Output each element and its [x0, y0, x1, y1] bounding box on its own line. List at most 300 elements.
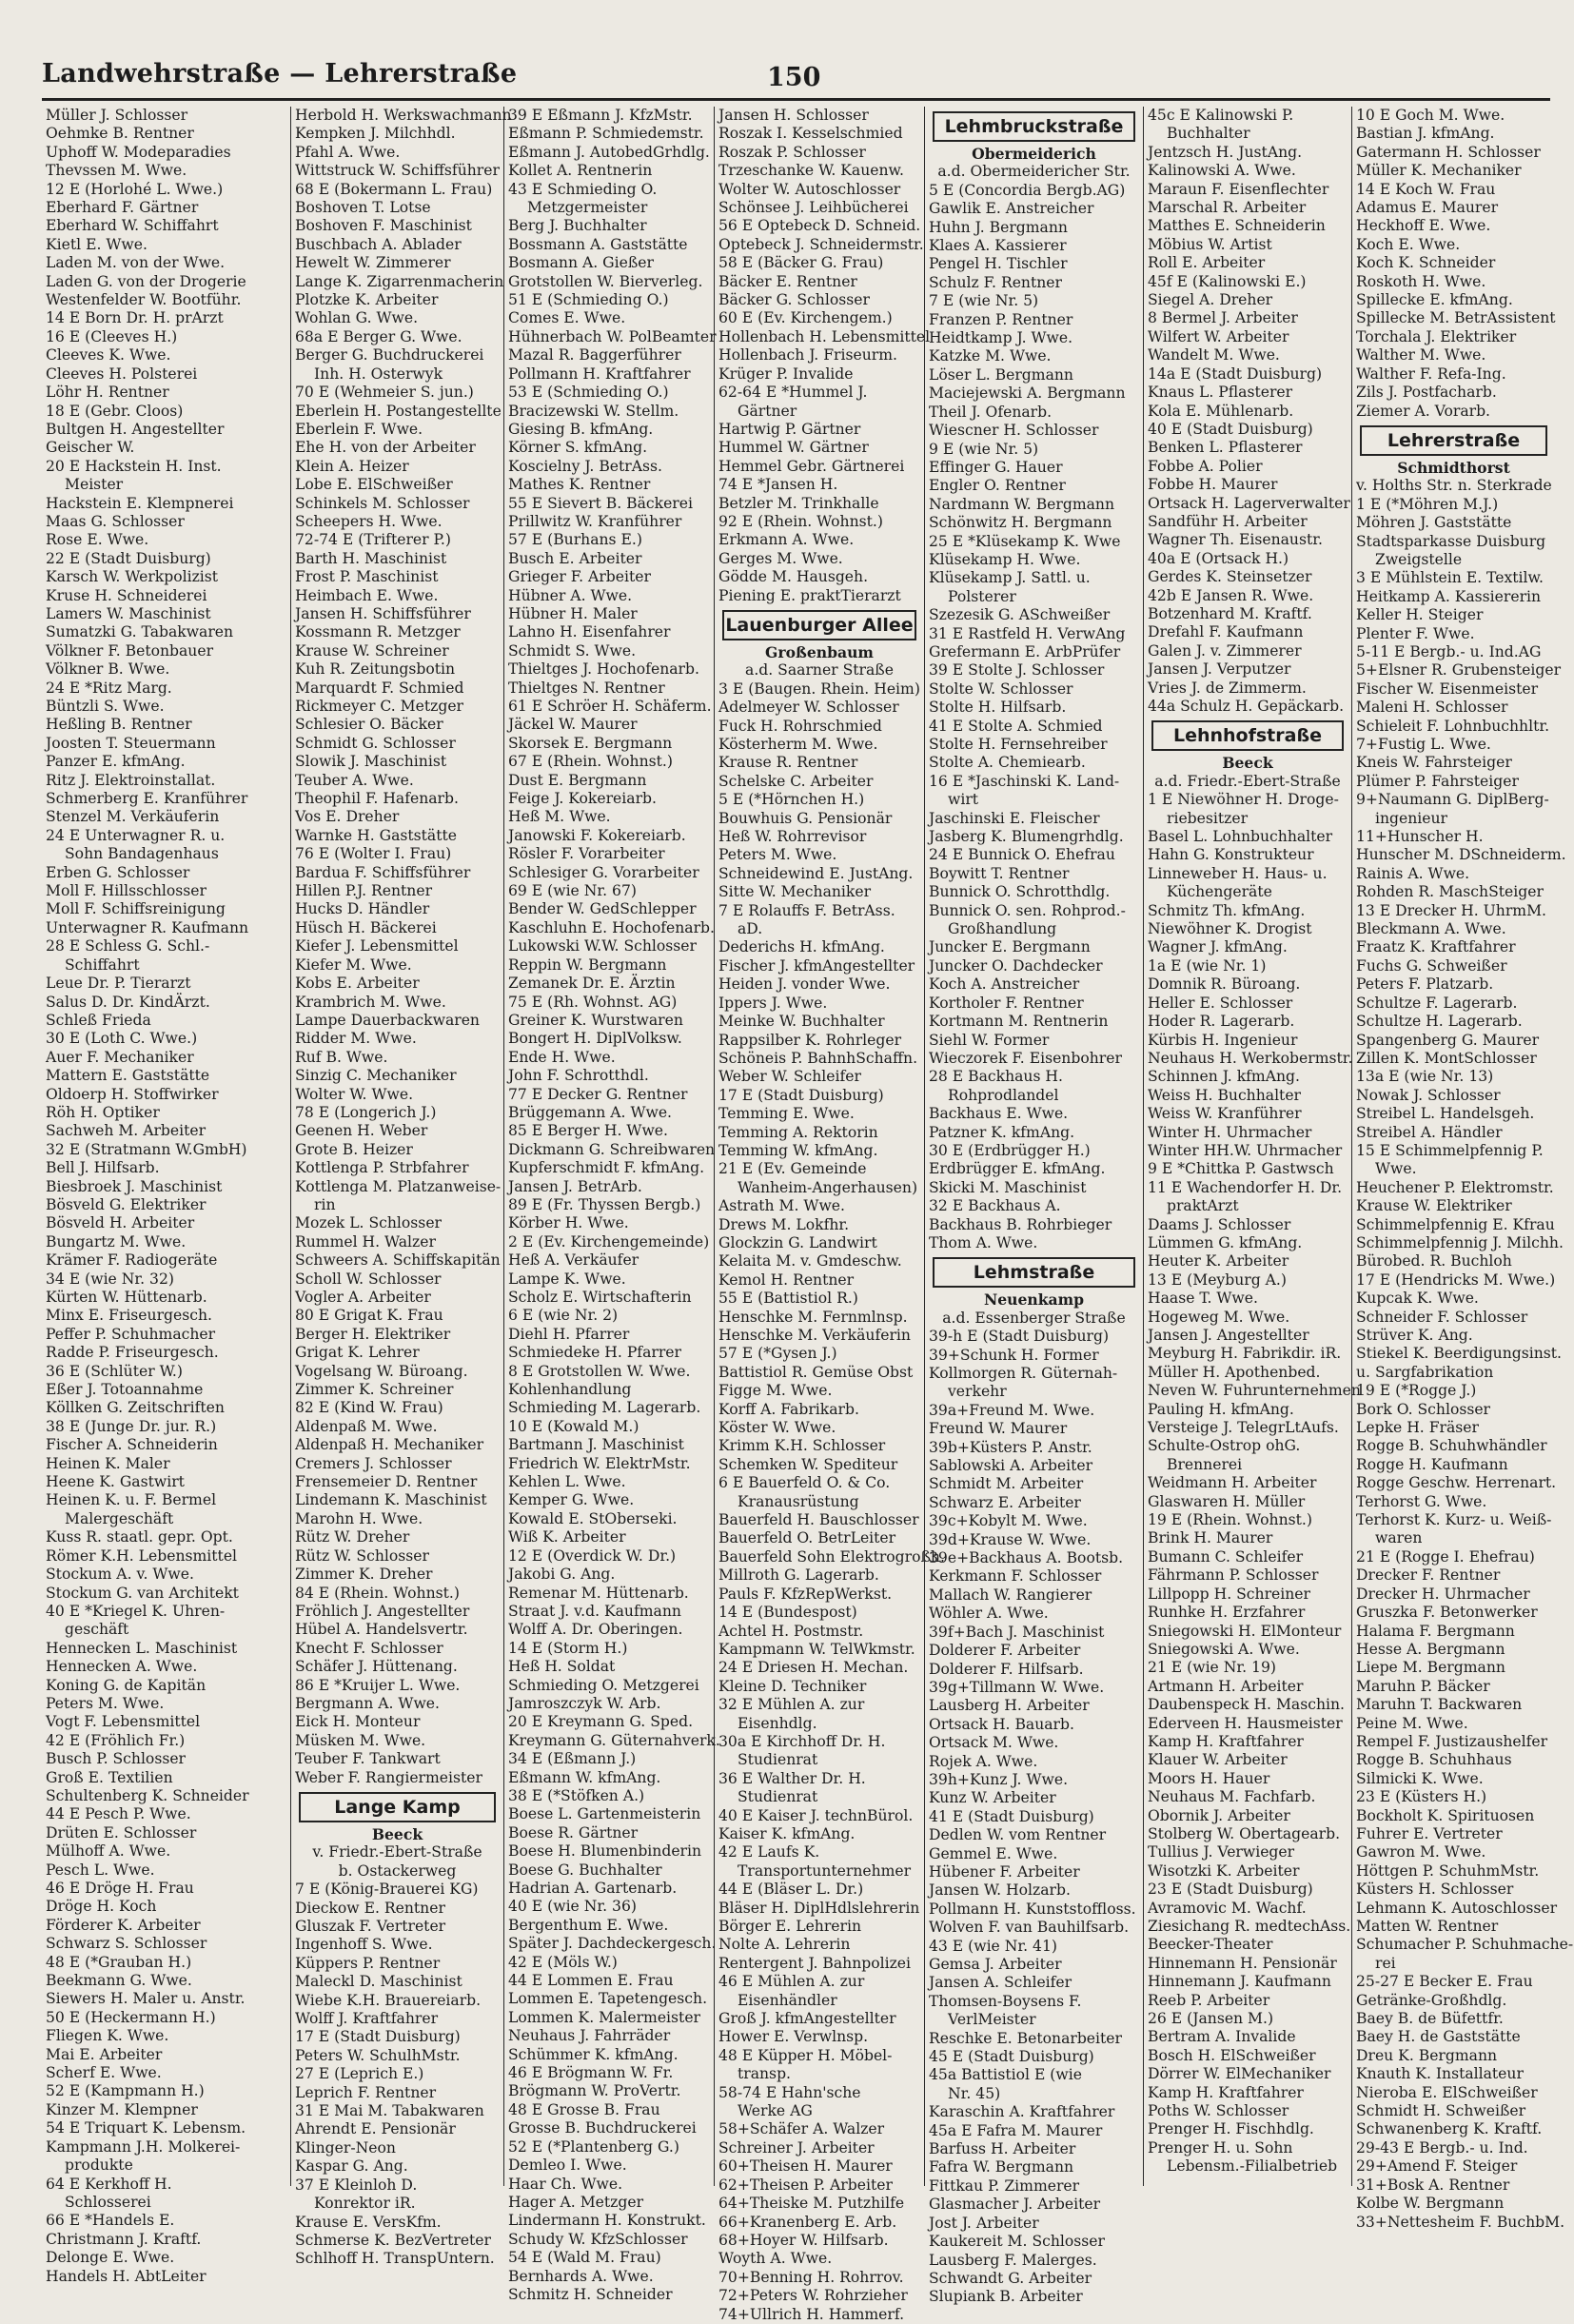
header-rule: [42, 98, 1550, 101]
directory-entry: Poths W. Schlosser: [1148, 2102, 1289, 2120]
directory-entry: Lampe Dauerbackwaren: [295, 1011, 480, 1029]
directory-entry: Weiss W. Kranführer: [1148, 1105, 1302, 1123]
directory-entry: Schmerberg E. Kranführer: [46, 790, 248, 808]
entry-continuation: praktArzt: [1167, 1197, 1239, 1215]
directory-entry: 38 E (*Stöfken A.): [508, 1786, 645, 1804]
directory-entry: Plümer P. Fahrsteiger: [1356, 772, 1519, 790]
directory-entry: Eßmann W. kfmAng.: [508, 1768, 661, 1786]
directory-entry: Terhorst G. Wwe.: [1356, 1492, 1487, 1510]
directory-entry: 8 E Grotstollen W. Wwe.: [508, 1362, 691, 1380]
directory-entry: 52 E (*Plantenberg G.): [508, 2137, 679, 2156]
street-heading: Lehmstraße: [933, 1257, 1135, 1288]
directory-entry: Jansen A. Schleifer: [929, 1974, 1072, 1992]
directory-entry: 64 E Kerkhoff H.: [46, 2175, 172, 2193]
directory-entry: Stockum A. v. Wwe.: [46, 1566, 194, 1584]
entry-continuation: Transportunternehmer: [738, 1861, 912, 1880]
directory-entry: 30a E Kirchhoff Dr. H.: [718, 1732, 886, 1750]
directory-entry: 39f+Bach J. Maschinist: [929, 1623, 1105, 1641]
directory-entry: 5+Elsner R. Grubensteiger: [1356, 661, 1562, 679]
directory-entry: Teuber A. Wwe.: [295, 771, 414, 789]
directory-entry: 15 E Schimmelpfennig P.: [1356, 1141, 1544, 1159]
directory-entry: Heene K. Gastwirt: [46, 1473, 185, 1491]
directory-entry: 42b E Jansen R. Wwe.: [1148, 586, 1314, 604]
directory-entry: 23 E (Küsters H.): [1356, 1788, 1487, 1806]
directory-entry: Maruhn T. Backwaren: [1356, 1696, 1523, 1714]
entry-continuation: Wwe.: [1375, 1160, 1417, 1178]
directory-entry: Rose E. Wwe.: [46, 531, 149, 549]
directory-entry: Peters M. Wwe.: [46, 1694, 165, 1712]
directory-entry: Bertram A. Invalide: [1148, 2028, 1296, 2046]
directory-entry: 58 E (Bäcker G. Frau): [718, 254, 884, 272]
directory-entry: 9 E (wie Nr. 5): [929, 440, 1039, 458]
directory-entry: Körner S. kfmAng.: [508, 439, 648, 457]
directory-entry: Schlesier O. Bäcker: [295, 716, 443, 734]
directory-entry: Drefahl F. Kaufmann: [1148, 623, 1304, 641]
directory-entry: 76 E (Wolter I. Frau): [295, 845, 452, 863]
directory-entry: Stadtsparkasse Duisburg: [1356, 532, 1546, 550]
directory-entry: Schmidt S. Wwe.: [508, 641, 637, 660]
directory-entry: 20 E Hackstein H. Inst.: [46, 457, 222, 475]
directory-entry: Jäckel W. Maurer: [508, 716, 638, 734]
directory-entry: Hübel A. Handelsvertr.: [295, 1621, 468, 1639]
directory-entry: Krause W. Schreiner: [295, 641, 449, 660]
directory-entry: Kaiser K. kfmAng.: [718, 1824, 856, 1842]
directory-entry: Eberlein H. Postangestellte: [295, 402, 502, 420]
directory-entry: Gluszak F. Vertreter: [295, 1918, 446, 1935]
directory-entry: Jasberg K. Blumengrhdlg.: [929, 828, 1124, 846]
directory-entry: Brüggemann A. Wwe.: [508, 1103, 673, 1121]
directory-entry: Schönsee J. Leihbücherei: [718, 199, 909, 217]
directory-entry: Unterwagner R. Kaufmann: [46, 918, 249, 936]
directory-entry: Rütz W. Dreher: [295, 1528, 410, 1546]
directory-entry: Theil J. Ofenarb.: [929, 403, 1053, 421]
directory-entry: Karaschin A. Kraftfahrer: [929, 2103, 1115, 2121]
directory-entry: Schleß Frieda: [46, 1011, 151, 1029]
directory-entry: Backhaus E. Wwe.: [929, 1105, 1069, 1123]
directory-entry: Löhr H. Rentner: [46, 384, 169, 402]
directory-column: [715, 107, 945, 2323]
directory-entry: Karsch W. Werkpolizist: [46, 568, 219, 586]
directory-entry: Millroth G. Lagerarb.: [718, 1566, 879, 1585]
directory-entry: Schwarz S. Schlosser: [46, 1935, 207, 1953]
directory-entry: Schultze F. Lagerarb.: [1356, 994, 1518, 1012]
directory-entry: 6 E (wie Nr. 2): [508, 1307, 619, 1325]
directory-entry: Bergmann A. Wwe.: [295, 1694, 440, 1712]
directory-entry: Heidtkamp J. Wwe.: [929, 329, 1073, 347]
directory-entry: Schmiedeke H. Pfarrer: [508, 1344, 681, 1362]
directory-entry: Strüver K. Ang.: [1356, 1327, 1473, 1344]
entry-continuation: Schiffahrt: [65, 955, 140, 974]
directory-entry: Glockzin G. Landwirt: [718, 1233, 877, 1251]
directory-entry: Giesing B. kfmAng.: [508, 420, 654, 438]
directory-entry: Jansen J. BetrArb.: [508, 1177, 642, 1195]
directory-entry: 38 E (Junge Dr. jur. R.): [46, 1417, 217, 1435]
directory-entry: Völkner B. Wwe.: [46, 660, 170, 679]
directory-entry: Maleckl D. Maschinist: [295, 1973, 462, 1991]
directory-entry: 42 E Laufs K.: [718, 1843, 820, 1861]
directory-entry: Kuh R. Zeitungsbotin: [295, 660, 456, 679]
street-extent: a.d. Friedr.-Ebert-Straße: [1154, 772, 1341, 790]
directory-entry: 39b+Küsters P. Anstr.: [929, 1438, 1092, 1456]
directory-entry: 39-h E (Stadt Duisburg): [929, 1328, 1110, 1346]
directory-entry: Grieger F. Arbeiter: [508, 568, 651, 586]
directory-entry: 13 E (Meyburg A.): [1148, 1270, 1287, 1289]
directory-entry: Kehlen L. Wwe.: [508, 1473, 626, 1491]
directory-entry: Scholl W. Schlosser: [295, 1270, 442, 1288]
directory-entry: Friedrich W. ElektrMstr.: [508, 1454, 691, 1472]
directory-entry: 39e+Backhaus A. Bootsb.: [929, 1549, 1124, 1567]
directory-entry: Scholz E. Wirtschafterin: [508, 1289, 692, 1306]
directory-entry: Kösterherm M. Wwe.: [718, 736, 878, 753]
directory-entry: 32 E Backhaus A.: [929, 1197, 1061, 1215]
directory-entry: 13a E (wie Nr. 13): [1356, 1068, 1494, 1086]
directory-entry: Bernhards A. Wwe.: [508, 2267, 654, 2285]
directory-entry: 29-43 E Bergb.- u. Ind.: [1356, 2138, 1528, 2157]
directory-entry: Niewöhner K. Drogist: [1148, 920, 1312, 938]
directory-entry: Drews M. Lokfhr.: [718, 1215, 850, 1233]
directory-entry: Kottlenga M. Platzanweise-: [295, 1177, 502, 1195]
directory-entry: Thevssen M. Wwe.: [46, 162, 187, 180]
directory-entry: Berg J. Buchhalter: [508, 217, 647, 235]
directory-entry: Meinke W. Buchhalter: [718, 1013, 885, 1031]
directory-entry: 25 E *Klüsekamp K. Wwe: [929, 532, 1121, 550]
directory-entry: Teuber F. Tankwart: [295, 1750, 441, 1768]
directory-entry: Dedlen W. vom Rentner: [929, 1826, 1107, 1844]
directory-entry: 45c E Kalinowski P.: [1148, 107, 1294, 124]
directory-entry: 21 E (Rogge I. Ehefrau): [1356, 1547, 1535, 1566]
directory-entry: Bork O. Schlosser: [1356, 1400, 1491, 1418]
directory-entry: Theophil F. Hafenarb.: [295, 790, 459, 808]
directory-entry: Lindemann K. Maschinist: [295, 1491, 487, 1509]
directory-entry: Trzeschanke W. Kauenw.: [718, 162, 904, 180]
directory-entry: Stolte A. Chemiearb.: [929, 754, 1086, 772]
directory-entry: Fobbe H. Maurer: [1148, 476, 1278, 494]
directory-entry: 75 E (Rh. Wohnst. AG): [508, 993, 678, 1011]
directory-entry: Salus D. Dr. KindÄrzt.: [46, 993, 210, 1011]
directory-entry: Gemsa J. Arbeiter: [929, 1956, 1062, 1973]
directory-entry: Boese L. Gartenmeisterin: [508, 1805, 701, 1823]
directory-entry: 92 E (Rhein. Wohnst.): [718, 512, 883, 530]
directory-entry: Glasmacher J. Arbeiter: [929, 2196, 1101, 2214]
directory-entry: 24 E *Ritz Marg.: [46, 679, 172, 697]
directory-entry: Drüten E. Schlosser: [46, 1823, 197, 1841]
directory-entry: 10 E (Kowald M.): [508, 1417, 639, 1435]
directory-entry: Klauer W. Arbeiter: [1148, 1751, 1288, 1769]
directory-entry: Haar Ch. Wwe.: [508, 2175, 623, 2193]
directory-entry: 31+Bosk A. Rentner: [1356, 2176, 1510, 2194]
directory-entry: Kolbe W. Bergmann: [1356, 2195, 1505, 2213]
entry-continuation: Buchhalter: [1167, 125, 1250, 143]
directory-entry: 16 E (Cleeves H.): [46, 327, 178, 345]
directory-entry: 57 E (*Gysen J.): [718, 1345, 837, 1363]
directory-entry: Drecker H. Uhrmacher: [1356, 1585, 1530, 1603]
directory-entry: 60 E (Ev. Kirchengem.): [718, 309, 893, 327]
directory-entry: Peters W. SchulhMstr.: [295, 2046, 461, 2064]
directory-entry: Nardmann W. Bergmann: [929, 495, 1115, 513]
directory-entry: Streibel L. Handelsgeh.: [1356, 1105, 1535, 1123]
directory-entry: Lahno H. Eisenfahrer: [508, 623, 671, 641]
directory-entry: Aldenpaß H. Mechaniker: [295, 1436, 484, 1454]
directory-entry: Heuchener P. Elektromstr.: [1356, 1178, 1554, 1196]
directory-entry: Vogler A. Arbeiter: [295, 1289, 431, 1306]
directory-entry: Krause W. Elektriker: [1356, 1197, 1512, 1215]
directory-entry: Spillecke E. kfmAng.: [1356, 291, 1513, 309]
directory-entry: Franzen P. Rentner: [929, 310, 1073, 328]
directory-entry: Koch K. Schneider: [1356, 254, 1496, 272]
directory-entry: Schelske C. Arbeiter: [718, 772, 874, 790]
directory-entry: Schöneis P. BahnhSchaffn.: [718, 1049, 918, 1067]
directory-entry: 7+Fustig L. Wwe.: [1356, 736, 1491, 753]
entry-continuation: geschäft: [65, 1621, 129, 1639]
directory-entry: 7 E (wie Nr. 5): [929, 292, 1039, 310]
directory-entry: Kürbis H. Ingenieur: [1148, 1031, 1298, 1049]
directory-entry: Bosch H. ElSchweißer: [1148, 2046, 1316, 2064]
directory-entry: Szezesik G. ASchweißer: [929, 606, 1111, 624]
directory-entry: Berger G. Buchdruckerei: [295, 346, 484, 364]
directory-entry: Uphoff W. Modeparadies: [46, 143, 231, 161]
directory-entry: Kowald E. StOberseki.: [508, 1509, 678, 1527]
directory-entry: 11 E Wachendorfer H. Dr.: [1148, 1178, 1343, 1196]
entry-continuation: Schlosserei: [65, 2193, 151, 2211]
directory-entry: Vos E. Dreher: [295, 808, 400, 826]
directory-entry: Cleeves K. Wwe.: [46, 346, 171, 364]
directory-entry: 58-74 E Hahn'sche: [718, 2083, 861, 2101]
directory-entry: Reeb P. Arbeiter: [1148, 1991, 1270, 2009]
directory-entry: Schemken W. Spediteur: [718, 1455, 898, 1473]
directory-entry: Fischer W. Eisenmeister: [1356, 679, 1539, 698]
directory-entry: Christmann J. Kraftf.: [46, 2230, 202, 2248]
directory-entry: Heß M. Wwe.: [508, 808, 611, 826]
directory-entry: Boywitt T. Rentner: [929, 864, 1070, 882]
directory-entry: Peffer P. Schuhmacher: [46, 1325, 216, 1343]
directory-entry: Rogge B. Schuhwhändler: [1356, 1437, 1547, 1455]
directory-entry: Haase T. Wwe.: [1148, 1290, 1258, 1308]
directory-entry: Galen J. v. Zimmerer: [1148, 641, 1302, 660]
district-name: Obermeiderich: [972, 145, 1096, 163]
directory-entry: Avramovic M. Wachf.: [1148, 1899, 1307, 1917]
directory-entry: 29+Amend F. Steiger: [1356, 2157, 1518, 2176]
directory-entry: Astrath M. Wwe.: [718, 1197, 845, 1215]
directory-entry: 42 E (Fröhlich Fr.): [46, 1731, 186, 1749]
directory-entry: Patzner K. kfmAng.: [929, 1123, 1075, 1141]
directory-entry: Bauerfeld Sohn Elektrogroßh.: [718, 1547, 945, 1566]
directory-entry: Ahrendt E. Pensionär: [295, 2120, 456, 2138]
directory-entry: Temming A. Rektorin: [718, 1123, 878, 1141]
directory-entry: Walther M. Wwe.: [1356, 346, 1486, 364]
directory-entry: Geenen H. Weber: [295, 1122, 428, 1140]
directory-entry: Lampe K. Wwe.: [508, 1270, 626, 1288]
entry-continuation: Werke AG: [738, 2102, 813, 2120]
directory-entry: Figge M. Wwe.: [718, 1382, 833, 1400]
directory-entry: Krambrich M. Wwe.: [295, 993, 446, 1011]
directory-entry: Kohlenhandlung: [508, 1381, 632, 1399]
directory-entry: 10 E Goch M. Wwe.: [1356, 107, 1505, 124]
directory-entry: Küppers P. Rentner: [295, 1954, 441, 1972]
directory-entry: Mattern E. Gaststätte: [46, 1067, 210, 1085]
directory-entry: Lobe E. ElSchweißer: [295, 476, 453, 494]
directory-entry: Schmieding M. Lagerarb.: [508, 1399, 701, 1417]
directory-entry: Achtel H. Postmstr.: [718, 1622, 864, 1640]
directory-entry: Knaus L. Pflasterer: [1148, 384, 1293, 402]
directory-entry: Stolte W. Schlosser: [929, 679, 1073, 698]
directory-entry: Lange K. Zigarrenmacherin: [295, 272, 504, 290]
directory-entry: Krause E. VersKfm.: [295, 2213, 442, 2231]
directory-entry: Weber F. Rangiermeister: [295, 1768, 482, 1786]
entry-continuation: rei: [1375, 1954, 1396, 1972]
directory-entry: 32 E (Stratmann W.GmbH): [46, 1140, 247, 1158]
directory-entry: Siegel A. Dreher: [1148, 291, 1273, 309]
directory-entry: Botzenhard M. Kraftf.: [1148, 604, 1312, 622]
directory-entry: 48 E Küpper H. Möbel-: [718, 2046, 893, 2064]
directory-entry: Schmieding O. Metzgerei: [508, 1676, 699, 1694]
directory-entry: 17 E (Hendricks M. Wwe.): [1356, 1270, 1556, 1289]
directory-entry: Jakobi G. Ang.: [508, 1566, 616, 1584]
directory-entry: Kossmann R. Metzger: [295, 623, 461, 641]
directory-entry: Woyth A. Wwe.: [718, 2250, 833, 2268]
directory-entry: Heß H. Soldat: [508, 1658, 616, 1676]
directory-entry: Eßer J. Totoannahme: [46, 1381, 204, 1399]
directory-entry: Sniegowski A. Wwe.: [1148, 1640, 1300, 1658]
directory-entry: 14 E Born Dr. H. prArzt: [46, 309, 224, 327]
directory-entry: Sniegowski H. ElMonteur: [1148, 1622, 1342, 1640]
entry-continuation: Eisenhdlg.: [738, 1714, 817, 1732]
directory-entry: Thom A. Wwe.: [929, 1233, 1038, 1251]
directory-entry: Handels H. AbtLeiter: [46, 2267, 207, 2285]
directory-entry: 62-64 E *Hummel J.: [718, 384, 868, 402]
directory-entry: Pesch L. Wwe.: [46, 1861, 155, 1879]
directory-entry: 9 E *Chittka P. Gastwsch: [1148, 1160, 1334, 1178]
directory-entry: Hinnemann J. Kaufmann: [1148, 1973, 1331, 1991]
directory-entry: 50 E (Heckermann H.): [46, 2008, 216, 2026]
directory-entry: Kaschluhn E. Hochofenarb.: [508, 918, 715, 936]
directory-entry: Minx E. Friseurgesch.: [46, 1307, 212, 1325]
directory-entry: Fuchs G. Schweißer: [1356, 956, 1507, 975]
directory-entry: Maas G. Schlosser: [46, 512, 185, 530]
directory-entry: Rainis A. Wwe.: [1356, 864, 1470, 882]
directory-entry: 27 E (Leprich E.): [295, 2065, 424, 2083]
directory-entry: Vogt F. Lebensmittel: [46, 1713, 201, 1731]
directory-entry: Gatermann H. Schlosser: [1356, 143, 1541, 161]
directory-entry: Buschbach A. Ablader: [295, 235, 462, 253]
directory-entry: Stolte H. Hilfsarb.: [929, 699, 1067, 717]
directory-entry: Ziesichang R. medtechAss.: [1148, 1918, 1351, 1935]
directory-entry: Kupcak K. Wwe.: [1356, 1290, 1479, 1308]
directory-entry: Ederveen H. Hausmeister: [1148, 1714, 1343, 1732]
directory-entry: Hennecken A. Wwe.: [46, 1658, 198, 1676]
directory-entry: Ruf B. Wwe.: [295, 1048, 388, 1066]
directory-entry: Rojek A. Wwe.: [929, 1752, 1038, 1770]
directory-entry: Leprich F. Rentner: [295, 2083, 437, 2101]
directory-entry: Laden G. von der Drogerie: [46, 272, 246, 290]
directory-entry: Piening E. praktTierarzt: [718, 586, 901, 604]
directory-entry: Köster W. Wwe.: [718, 1419, 836, 1437]
directory-entry: 28 E Backhaus H.: [929, 1068, 1063, 1086]
directory-entry: 36 E Walther Dr. H.: [718, 1769, 866, 1787]
directory-entry: Zils J. Postfacharb.: [1356, 384, 1497, 402]
directory-entry: 56 E Optebeck D. Schneid.: [718, 217, 921, 235]
directory-entry: Mülhoff A. Wwe.: [46, 1842, 171, 1861]
directory-entry: Kreymann G. Güternahverk.: [508, 1731, 720, 1749]
directory-entry: Benken L. Pflasterer: [1148, 439, 1303, 457]
entry-continuation: Konrektor iR.: [314, 2195, 416, 2213]
entry-continuation: Metzgermeister: [527, 199, 648, 217]
directory-entry: Kamp H. Kraftfahrer: [1148, 1732, 1304, 1750]
directory-entry: Bleckmann A. Wwe.: [1356, 920, 1506, 938]
directory-entry: 77 E Decker G. Rentner: [508, 1085, 688, 1103]
directory-entry: Neuhaus H. Werkobermstr.: [1148, 1049, 1353, 1067]
directory-entry: Wagner Th. Eisenaustr.: [1148, 531, 1323, 549]
directory-entry: Ippers J. Wwe.: [718, 994, 828, 1012]
directory-entry: Schinkels M. Schlosser: [295, 494, 470, 512]
directory-entry: Rogge Geschw. Herrenart.: [1356, 1474, 1557, 1492]
directory-entry: Laden M. von der Wwe.: [46, 254, 226, 272]
directory-entry: Bäcker G. Schlosser: [718, 291, 870, 309]
directory-entry: Vogelsang W. Büroang.: [295, 1362, 468, 1380]
directory-entry: Moors H. Hauer: [1148, 1769, 1270, 1787]
directory-entry: Zimmer K. Dreher: [295, 1566, 433, 1584]
directory-entry: Schümmer K. kfmAng.: [508, 2045, 679, 2063]
directory-entry: Schlhoff H. TranspUntern.: [295, 2250, 495, 2268]
directory-entry: Klüsekamp H. Wwe.: [929, 550, 1081, 568]
directory-entry: Bosmann A. Gießer: [508, 254, 654, 272]
directory-entry: Groß J. kfmAngestellter: [718, 2010, 896, 2028]
directory-entry: Hogeweg M. Wwe.: [1148, 1308, 1290, 1326]
directory-entry: Joosten T. Steuermann: [46, 734, 216, 752]
directory-entry: 3 E (Baugen. Rhein. Heim): [718, 679, 920, 698]
directory-entry: Müller H. Apothenbed.: [1148, 1363, 1321, 1381]
directory-entry: Sachweh M. Arbeiter: [46, 1122, 207, 1140]
directory-entry: Slupiank B. Arbeiter: [929, 2288, 1083, 2306]
directory-entry: 9+Naumann G. DiplBerg-: [1356, 791, 1549, 809]
directory-entry: Lommen E. Tapetengesch.: [508, 1990, 708, 2008]
directory-entry: 48 E Grosse B. Frau: [508, 2100, 660, 2118]
directory-entry: Krämer F. Radiogeräte: [46, 1251, 218, 1270]
directory-entry: Rohden R. MaschSteiger: [1356, 883, 1544, 901]
directory-entry: Rogge B. Schuhhaus: [1356, 1751, 1512, 1769]
directory-entry: Freund W. Maurer: [929, 1420, 1068, 1438]
directory-entry: 1 E Niewöhner H. Droge-: [1148, 791, 1339, 809]
directory-entry: 72+Peters W. Rohrzieher: [718, 2287, 908, 2305]
directory-entry: Kalinowski A. Wwe.: [1148, 162, 1296, 180]
directory-entry: Moll F. Hillsschlosser: [46, 882, 207, 900]
directory-entry: Feige J. Kokereiarb.: [508, 790, 657, 808]
directory-entry: Dust E. Bergmann: [508, 771, 647, 789]
directory-entry: Weiss H. Buchhalter: [1148, 1086, 1302, 1104]
directory-entry: Schmitz H. Schneider: [508, 2285, 673, 2303]
directory-entry: Büntzli S. Wwe.: [46, 698, 165, 715]
directory-entry: Dolderer F. Hilfsarb.: [929, 1660, 1084, 1678]
directory-entry: Domnik R. Büroang.: [1148, 975, 1301, 994]
directory-entry: Baey B. de Büfettfr.: [1356, 2010, 1504, 2028]
directory-entry: Kuss R. staatl. gepr. Opt.: [46, 1528, 233, 1546]
directory-entry: 1a E (wie Nr. 1): [1148, 956, 1267, 975]
directory-entry: Kemol H. Rentner: [718, 1270, 855, 1289]
directory-entry: Schreiner J. Arbeiter: [718, 2138, 875, 2157]
directory-entry: Frensemeier D. Rentner: [295, 1473, 478, 1491]
directory-entry: Schönwitz H. Bergmann: [929, 514, 1112, 532]
directory-entry: Mallach W. Rangierer: [929, 1585, 1092, 1604]
directory-entry: Herbold H. Werkswachmann: [295, 107, 512, 124]
directory-entry: Dolderer F. Arbeiter: [929, 1642, 1081, 1660]
directory-entry: Daubenspeck H. Maschin.: [1148, 1696, 1345, 1714]
directory-entry: Moll F. Schiffsreinigung: [46, 900, 226, 918]
directory-entry: 48 E (*Grauban H.): [46, 1953, 192, 1971]
directory-entry: 16 E *Jaschinski K. Land-: [929, 772, 1120, 790]
entry-continuation: Meister: [65, 476, 124, 494]
directory-entry: Klein A. Heizer: [295, 457, 409, 475]
directory-entry: Wohlan G. Wwe.: [295, 309, 419, 327]
directory-entry: 82 E (Kind W. Frau): [295, 1399, 443, 1417]
